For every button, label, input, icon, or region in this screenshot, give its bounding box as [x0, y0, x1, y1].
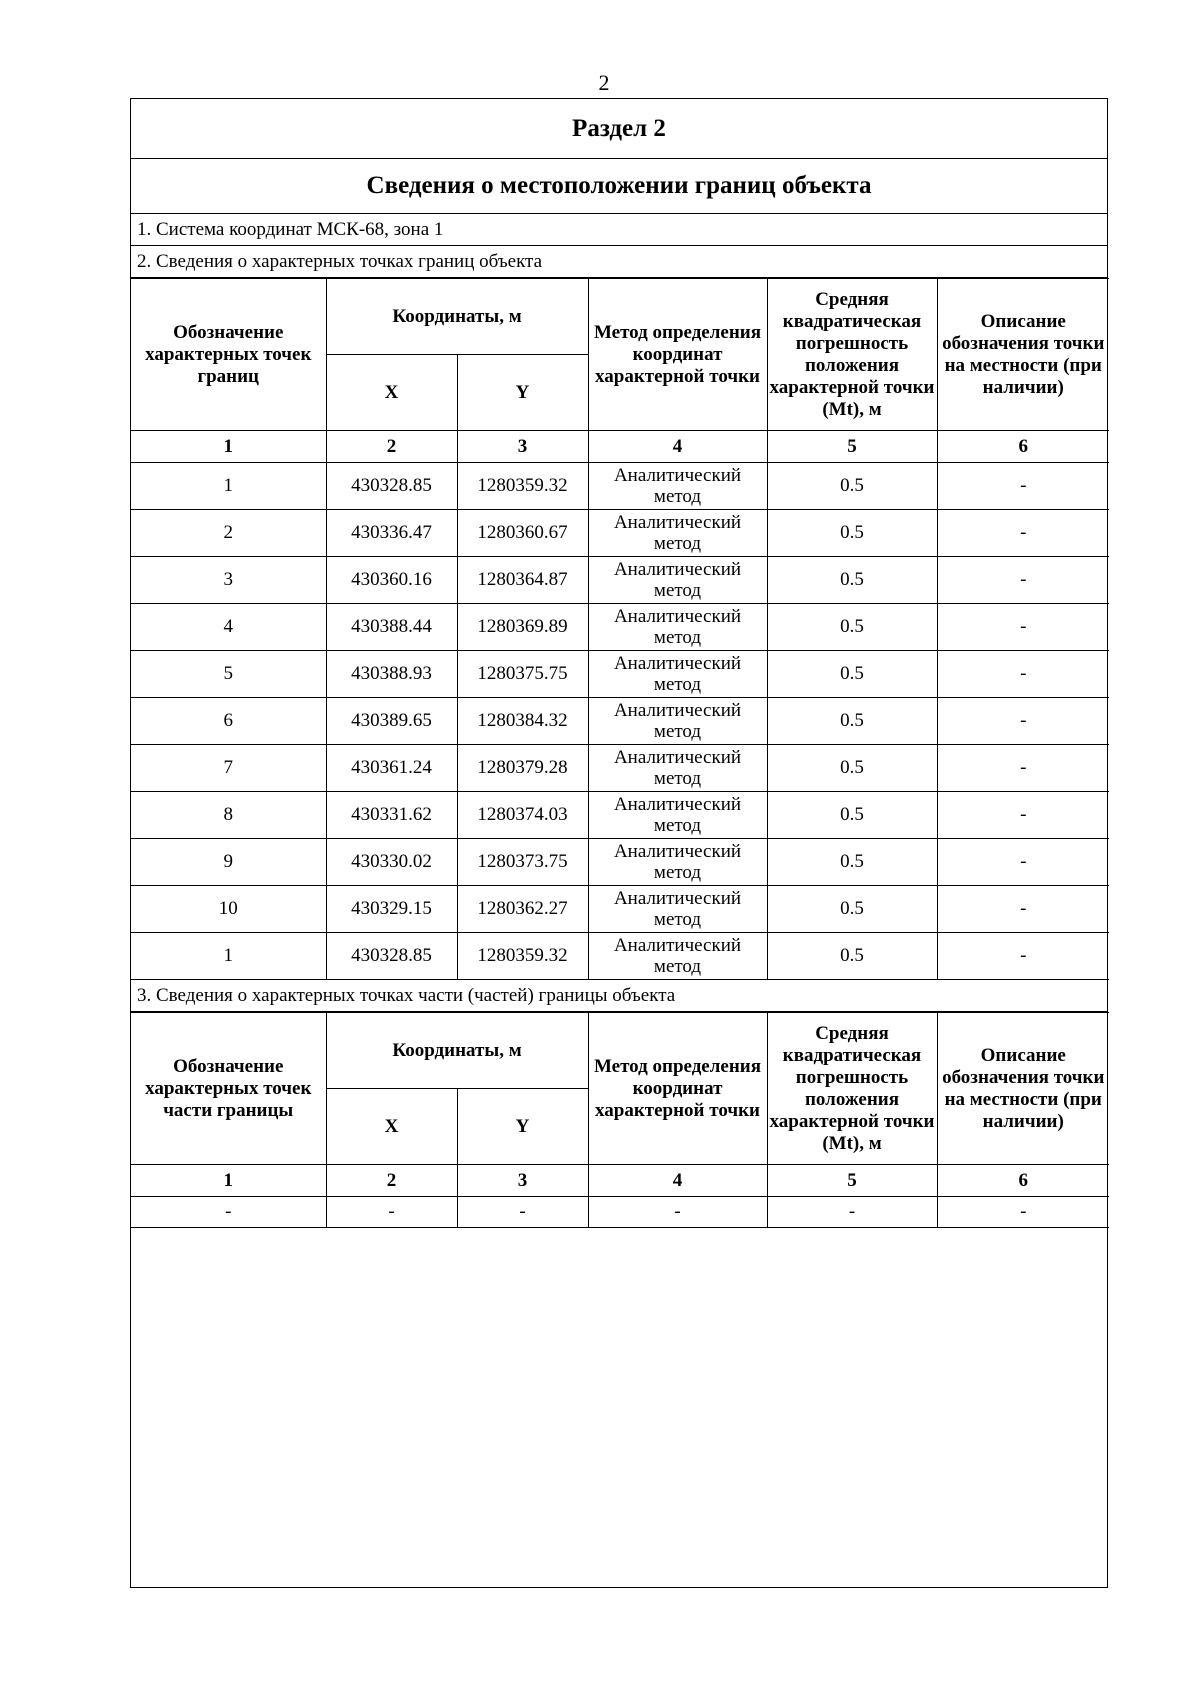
point-method: Аналитический метод — [588, 933, 767, 980]
part-point-description: - — [937, 1197, 1109, 1228]
part-point-y: - — [457, 1197, 588, 1228]
header-method: Метод определения координат характерной точки — [588, 279, 767, 431]
table-row — [131, 604, 1109, 651]
header-y: Y — [457, 355, 588, 431]
point-x: 430331.62 — [326, 792, 457, 839]
table-row — [131, 557, 1109, 604]
point-method: Аналитический метод — [588, 839, 767, 886]
point-y: 1280359.32 — [457, 463, 588, 510]
point-y: 1280384.32 — [457, 698, 588, 745]
table-row — [131, 839, 1109, 886]
point-x: 430388.44 — [326, 604, 457, 651]
part-point-x: - — [326, 1197, 457, 1228]
point-id: 6 — [131, 698, 326, 745]
point-x: 430360.16 — [326, 557, 457, 604]
point-error: 0.5 — [767, 698, 937, 745]
point-y: 1280359.32 — [457, 933, 588, 980]
point-x: 430329.15 — [326, 886, 457, 933]
part-point-method: - — [588, 1197, 767, 1228]
point-id: 9 — [131, 839, 326, 886]
point-method: Аналитический метод — [588, 698, 767, 745]
points-section-label: 2. Сведения о характерных точках границ объекта — [131, 246, 1107, 278]
point-x: 430330.02 — [326, 839, 457, 886]
point-x: 430328.85 — [326, 463, 457, 510]
point-id: 10 — [131, 886, 326, 933]
header-x: X — [326, 355, 457, 431]
table-row — [131, 886, 1109, 933]
point-error: 0.5 — [767, 651, 937, 698]
document-frame — [130, 98, 1108, 1588]
header-coords: Координаты, м — [326, 1013, 588, 1089]
column-number: 6 — [937, 431, 1109, 463]
column-number: 2 — [326, 1165, 457, 1197]
header-designation: Обозначение характерных точек границ — [131, 279, 326, 431]
header-description: Описание обозначения точки на местности (при наличии) — [937, 279, 1109, 431]
point-x: 430328.85 — [326, 933, 457, 980]
header-description: Описание обозначения точки на местности (при наличии) — [937, 1013, 1109, 1165]
header-error: Средняя квадратическая погрешность положения характерной точки (Mt), м — [767, 1013, 937, 1165]
point-error: 0.5 — [767, 510, 937, 557]
point-error: 0.5 — [767, 557, 937, 604]
point-description: - — [937, 557, 1109, 604]
main-title: Сведения о местоположении границ объекта — [131, 159, 1107, 214]
point-error: 0.5 — [767, 745, 937, 792]
point-error: 0.5 — [767, 886, 937, 933]
table-row — [131, 933, 1109, 980]
point-id: 8 — [131, 792, 326, 839]
point-method: Аналитический метод — [588, 604, 767, 651]
point-method: Аналитический метод — [588, 886, 767, 933]
table-row — [131, 510, 1109, 557]
point-description: - — [937, 933, 1109, 980]
column-number: 4 — [588, 1165, 767, 1197]
point-x: 430361.24 — [326, 745, 457, 792]
point-y: 1280379.28 — [457, 745, 588, 792]
header-x: X — [326, 1089, 457, 1165]
point-error: 0.5 — [767, 792, 937, 839]
point-method: Аналитический метод — [588, 557, 767, 604]
point-id: 4 — [131, 604, 326, 651]
point-y: 1280373.75 — [457, 839, 588, 886]
header-designation: Обозначение характерных точек части границы — [131, 1013, 326, 1165]
page-number: 2 — [598, 70, 610, 95]
boundary-points-table — [131, 278, 1109, 980]
part-point-error: - — [767, 1197, 937, 1228]
point-error: 0.5 — [767, 604, 937, 651]
column-number: 5 — [767, 1165, 937, 1197]
point-y: 1280369.89 — [457, 604, 588, 651]
column-number: 4 — [588, 431, 767, 463]
column-number-row — [131, 431, 1109, 463]
column-number: 6 — [937, 1165, 1109, 1197]
header-y: Y — [457, 1089, 588, 1165]
point-description: - — [937, 698, 1109, 745]
point-error: 0.5 — [767, 933, 937, 980]
point-description: - — [937, 839, 1109, 886]
table-row — [131, 1197, 1109, 1228]
point-description: - — [937, 792, 1109, 839]
point-x: 430389.65 — [326, 698, 457, 745]
point-id: 5 — [131, 651, 326, 698]
point-description: - — [937, 463, 1109, 510]
part-point-id: - — [131, 1197, 326, 1228]
column-number: 5 — [767, 431, 937, 463]
point-x: 430388.93 — [326, 651, 457, 698]
table-row — [131, 463, 1109, 510]
point-id: 1 — [131, 463, 326, 510]
table-row — [131, 792, 1109, 839]
table-row — [131, 651, 1109, 698]
parts-section-label: 3. Сведения о характерных точках части (частей) границы объекта — [131, 980, 1107, 1012]
point-y: 1280364.87 — [457, 557, 588, 604]
table-row — [131, 745, 1109, 792]
column-number: 1 — [131, 431, 326, 463]
header-coords: Координаты, м — [326, 279, 588, 355]
point-y: 1280375.75 — [457, 651, 588, 698]
part-points-table — [131, 1012, 1109, 1228]
point-description: - — [937, 604, 1109, 651]
point-description: - — [937, 745, 1109, 792]
header-method: Метод определения координат характерной точки — [588, 1013, 767, 1165]
point-description: - — [937, 510, 1109, 557]
point-method: Аналитический метод — [588, 745, 767, 792]
point-y: 1280374.03 — [457, 792, 588, 839]
column-number: 3 — [457, 431, 588, 463]
point-id: 7 — [131, 745, 326, 792]
point-description: - — [937, 886, 1109, 933]
point-id: 1 — [131, 933, 326, 980]
column-number: 3 — [457, 1165, 588, 1197]
coord-system-label: 1. Система координат МСК-68, зона 1 — [131, 214, 1107, 246]
point-id: 3 — [131, 557, 326, 604]
point-x: 430336.47 — [326, 510, 457, 557]
section-title: Раздел 2 — [131, 99, 1107, 159]
point-method: Аналитический метод — [588, 792, 767, 839]
point-id: 2 — [131, 510, 326, 557]
point-method: Аналитический метод — [588, 463, 767, 510]
header-error: Средняя квадратическая погрешность положения характерной точки (Mt), м — [767, 279, 937, 431]
column-number: 2 — [326, 431, 457, 463]
point-method: Аналитический метод — [588, 510, 767, 557]
column-number: 1 — [131, 1165, 326, 1197]
column-number-row — [131, 1165, 1109, 1197]
point-y: 1280362.27 — [457, 886, 588, 933]
point-y: 1280360.67 — [457, 510, 588, 557]
point-method: Аналитический метод — [588, 651, 767, 698]
table-row — [131, 698, 1109, 745]
point-description: - — [937, 651, 1109, 698]
point-error: 0.5 — [767, 839, 937, 886]
point-error: 0.5 — [767, 463, 937, 510]
